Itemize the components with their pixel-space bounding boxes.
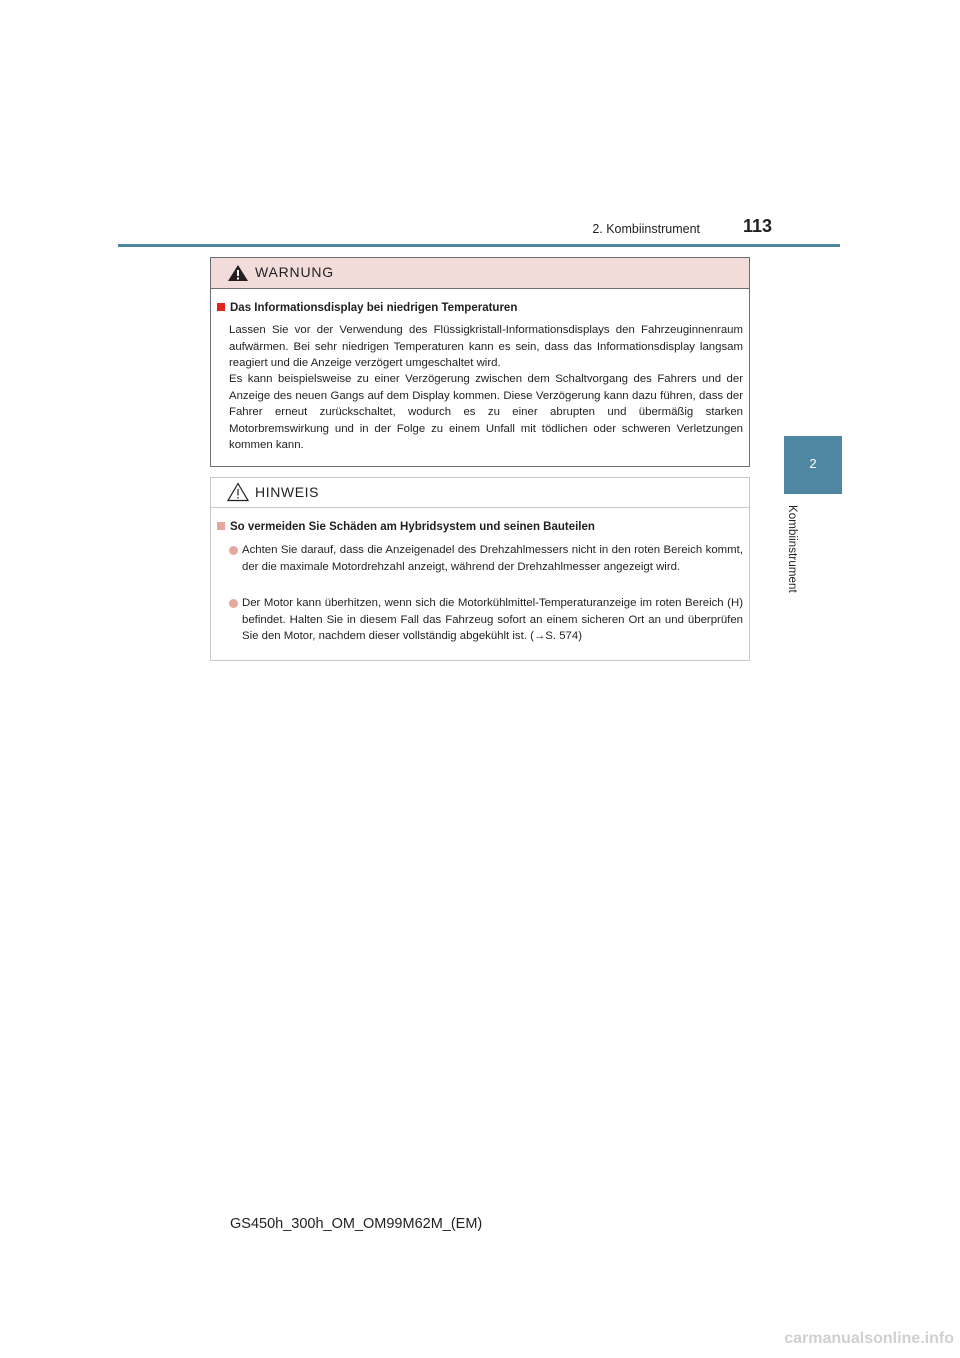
round-bullet-icon	[229, 599, 238, 608]
chapter-number: 2	[809, 456, 817, 471]
chapter-label	[786, 505, 800, 605]
chapter-label-text: Kombiinstrument	[786, 505, 798, 593]
round-bullet-icon	[229, 546, 238, 555]
caution-triangle-outline-icon	[227, 482, 249, 502]
square-bullet-icon	[217, 303, 225, 311]
note-header	[211, 478, 749, 508]
chapter-tab[interactable]	[784, 436, 842, 494]
warning-header	[211, 258, 749, 289]
page-header	[118, 215, 840, 245]
header-rule	[118, 244, 840, 247]
model-code-footer: GS450h_300h_OM_OM99M62M_(EM)	[230, 1216, 483, 1232]
warning-title: WARNUNG	[255, 264, 334, 280]
warning-subheading: Das Informationsdisplay bei niedrigen Temperaturen	[217, 302, 517, 314]
note-subheading: So vermeiden Sie Schäden am Hybridsystem und seinen Bauteilen	[217, 521, 595, 533]
page-number: 113	[742, 216, 772, 236]
note-bullet-2: Der Motor kann überhitzen, wenn sich die Motorkühlmittel-Temperaturanzeige im roten Bereich (H) befindet. Halten Sie in diesem Fall das Fahrzeug sofort an einem sicheren Ort an und überprüfen Sie den Motor, nachdem dieser vollständig abgekühlt ist. (→S. 574)	[229, 595, 743, 645]
warning-box	[210, 257, 750, 467]
watermark	[710, 1318, 960, 1358]
note-title: HINWEIS	[255, 484, 320, 500]
warning-paragraph-2: Es kann beispielsweise zu einer Verzögerung zwischen dem Schaltvorgang des Fahrers und der Anzeige des neuen Gangs auf dem Display kommen. Diese Verzögerung kann dazu führen, dass der Fahrer erneut zurückschaltet, wodurch es zu einer abrupten und übermäßig starken Motorbremswirkung und in der Folge zu einem Unfall mit tödlichen oder schweren Verletzungen kommen kann.	[229, 373, 743, 451]
square-bullet-icon	[217, 522, 225, 530]
note-box	[210, 477, 750, 661]
watermark-text: carmanualsonline.info	[784, 1330, 954, 1347]
warning-triangle-icon	[227, 264, 249, 282]
note-bullet-1: Achten Sie darauf, dass die Anzeigenadel des Drehzahlmessers nicht in den roten Bereich kommt, der die maximale Motordrehzahl anzeigt, während der Drehzahlmesser angezeigt wird.	[229, 542, 743, 575]
section-title: 2. Kombiinstrument	[592, 222, 700, 236]
warning-paragraph-1: Lassen Sie vor der Verwendung des Flüssigkristall-Informationsdisplays den Fahrzeuginnenraum aufwärmen. Bei sehr niedrigen Temperaturen kann es sein, dass das Informationsdisplay langsam reagiert und die Anzeige verzögert umgeschaltet wird.	[229, 324, 743, 369]
